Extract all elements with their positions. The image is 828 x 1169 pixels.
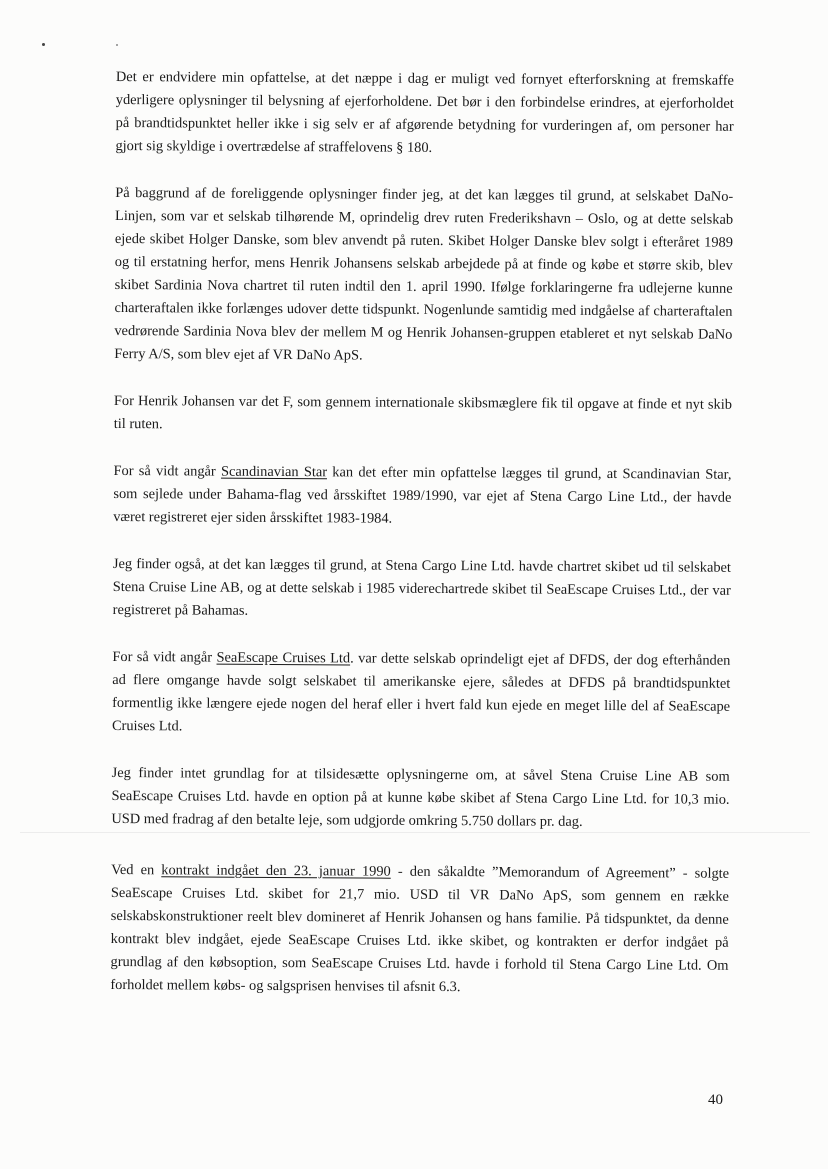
paragraph-text: Det er endvidere min opfattelse, at det næppe i dag er muligt ved fornyet efterforskning at fremskaffe yderligere oplysninger til belysning af ejerforholdene. Det bør i den forbindelse erindres, at ejerforholdet på brandtidspunktet heller ikke i sig selv er af afgørende betydning for vurderingen af, om personer har gjort sig skyldige i overtrædelse af straffelovens § 180. — [115, 68, 734, 156]
paragraph-text: For Henrik Johansen var det F, som gennem internationale skibsmæglere fik til opgave at finde et nyt skib til ruten. — [113, 392, 732, 433]
scan-artifact-line — [20, 832, 810, 833]
paragraph-text: . var dette selskab oprindeligt ejet af DFDS, der dog efterhånden ad flere omgange havde solgt selskabet til amerikanske ejere, således at DFDS på brandtidspunktet formentlig ikke længere ejede nogen del heraf eller i hvert fald kun ejede en meget lille del af SeaEscape Cruises Ltd. — [111, 650, 731, 735]
underlined-reference: Scandinavian Star — [220, 463, 328, 481]
paragraph-seaescape-cruises — [112, 646, 731, 742]
paragraph-henrik-johansen — [114, 390, 732, 440]
paragraph-text: Jeg finder intet grundlag for at tilsidesætte oplysningerne om, at såvel Stena Cruise Line AB som SeaEscape Cruises Ltd. havde en option på at kunne købe skibet af Stena Cargo Line Ltd. for 10,3 mio. USD med fradrag af den betalte leje, som udgjorde omkring 5.750 dollars pr. dag. — [111, 764, 730, 830]
paragraph-dano-linjen — [114, 182, 733, 370]
paragraph-text: kan det efter min opfattelse lægges til grund, at Scandinavian Star, som sejlede under Bahama-flag ved årsskiftet 1989/1990, var ejet af Stena Cargo Line Ltd., der havde været registreret ejer siden årsskiftet 1983-1984. — [113, 464, 732, 527]
underlined-reference: kontrakt indgået den 23. januar 1990 — [161, 862, 391, 880]
document-body — [110, 66, 734, 1025]
paragraph-scandinavian-star — [113, 460, 731, 533]
scan-speck — [42, 43, 45, 46]
paragraph-stena-cargo-line — [113, 553, 731, 626]
paragraph-text: For så vidt angår — [113, 462, 222, 480]
paragraph-text: Ved en — [111, 861, 162, 879]
paragraph-memorandum-of-agreement — [110, 859, 729, 1001]
paragraph-text: På baggrund af de foreliggende oplysninger finder jeg, at det kan lægges til grund, at selskabet DaNo-Linjen, som var et selskab tilhørende M, oprindelig drev ruten Frederikshavn – Oslo, og at dette selskab ejede skibet Holger Danske, som blev anvendt på ruten. Skibet Holger Danske blev solgt i efteråret 1989 og til erstatning herfor, mens Henrik Johansens selskab arbejdede på at finde og købe et større skib, blev skibet Sardinia Nova chartret til ruten indtil den 1. april 1990. Ifølge forklaringerne fra udlejerne kunne charteraftalen ikke forlænges udover dette tidspunkt. Nogenlunde samtidig med indgåelse af charteraftalen vedrørende Sardinia Nova blev der mellem M og Henrik Johansen-gruppen etableret et nyt selskab DaNo Ferry A/S, som blev ejet af VR DaNo ApS. — [114, 184, 734, 364]
paragraph-ownership-opinion — [115, 66, 734, 162]
paragraph-text: For så vidt angår — [112, 648, 217, 666]
paragraph-text: Jeg finder også, at det kan lægges til grund, at Stena Cargo Line Ltd. havde chartret skibet ud til selskabet Stena Cruise Line AB, og at dette selskab i 1985 viderechartrede skibet til SeaEscape Cruises Ltd., der var registreret på Bahamas. — [112, 555, 731, 619]
paragraph-purchase-option — [111, 762, 729, 835]
page-number: 40 — [708, 1092, 723, 1108]
paragraph-text: - den såkaldte ”Memorandum of Agreement” - solgte SeaEscape Cruises Ltd. skibet for 21,7 mio. USD til VR DaNo ApS, som gennem en række selskabskonstruktioner reelt blev domineret af Henrik Johansen og hans familie. På tidspunktet, da denne kontrakt blev indgået, ejede SeaEscape Cruises Ltd. ikke skibet, og kontrakten er derfor indgået på grundlag af den købsoption, som SeaEscape Cruises Ltd. havde i forhold til Stena Cargo Line Ltd. Om forholdet mellem købs- og salgsprisen henvises til afsnit 6.3. — [110, 863, 730, 996]
scan-speck — [116, 44, 118, 46]
underlined-reference: SeaEscape Cruises Ltd — [216, 649, 351, 667]
